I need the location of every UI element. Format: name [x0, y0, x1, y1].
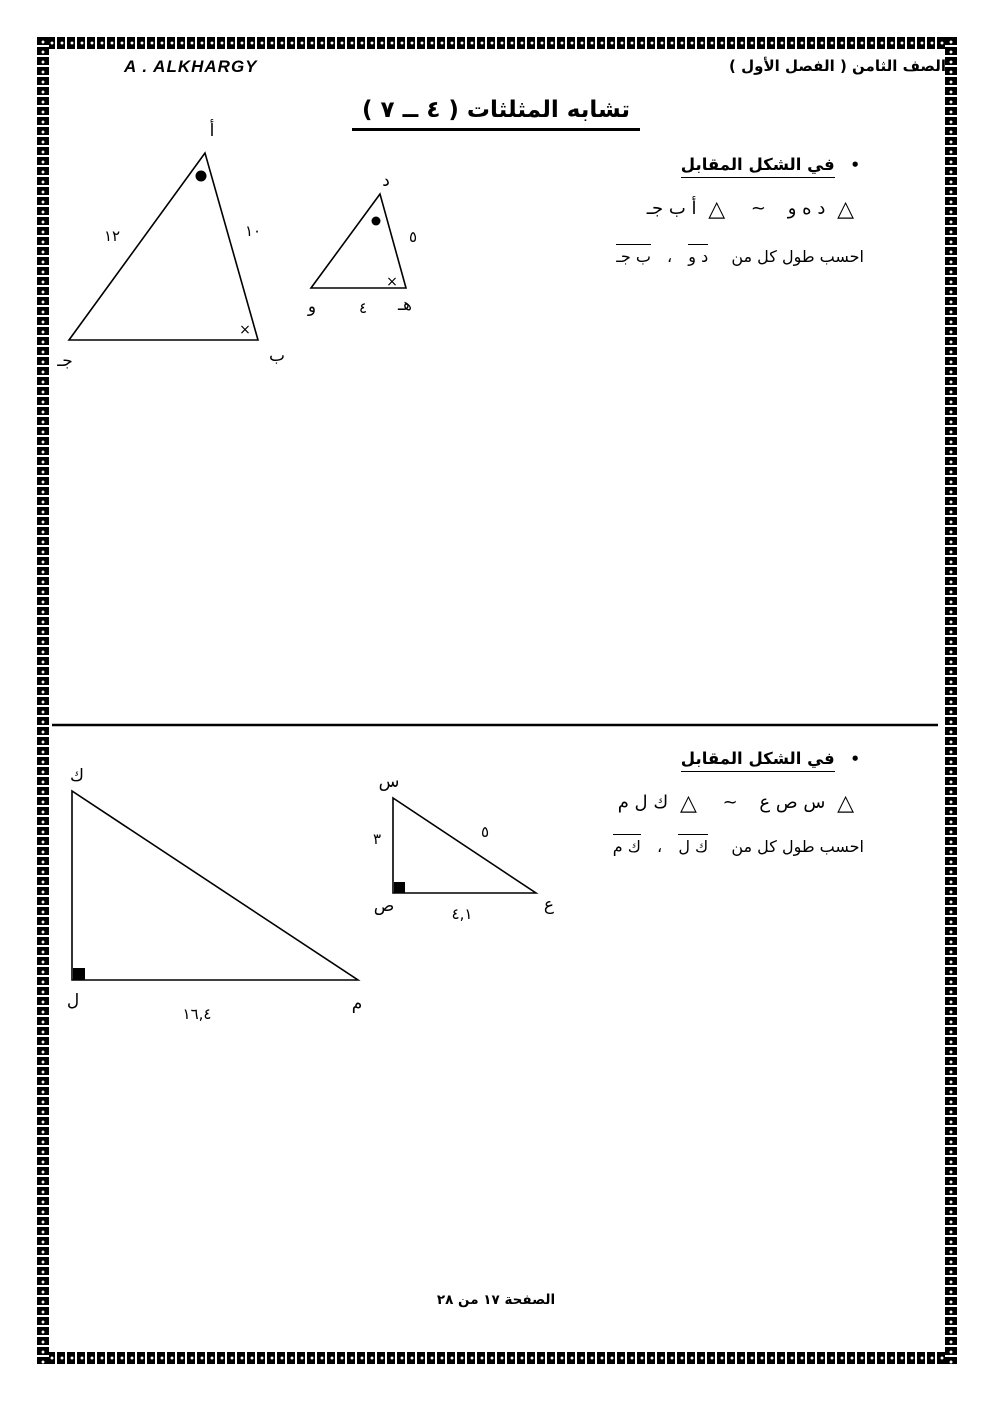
- border-pattern-top: [37, 37, 957, 49]
- section2-task: [607, 834, 864, 857]
- bullet-icon: •: [850, 750, 860, 768]
- section2-heading-text: في الشكل المقابل: [681, 749, 835, 772]
- segment-k-l: ك ل: [678, 834, 708, 857]
- base-length-16-4: ١٦,٤: [182, 1005, 212, 1023]
- side-length-12: ١٢: [103, 227, 121, 245]
- triangle-symbol-icon: △: [708, 197, 726, 222]
- vertex-label-l: ل: [66, 991, 80, 1011]
- base-length-4-1: ٤,١: [451, 905, 473, 923]
- vertex-label-d: د: [382, 171, 390, 191]
- triangle-a-b-j: [69, 153, 258, 340]
- similarity-first-triangle: د ه و: [787, 198, 826, 219]
- similar-to-symbol: ~: [722, 792, 738, 813]
- separator: ،: [657, 837, 663, 856]
- similarity-first-triangle: س ص ع: [759, 792, 826, 813]
- vertex-label-b: ب: [268, 346, 286, 366]
- border-pattern-bottom: [37, 1352, 957, 1364]
- angle-mark-x-icon: ×: [239, 322, 251, 338]
- vertex-label-j: جـ: [57, 351, 73, 371]
- vertex-label-ayn: ع: [543, 895, 555, 915]
- angle-mark-dot: [372, 217, 381, 226]
- segment-k-m: ك م: [613, 834, 641, 857]
- vertex-label-k: ك: [69, 766, 85, 786]
- page-title-text: تشابه المثلثات ( ٤ ــ ٧ ): [352, 97, 640, 131]
- page-title: [0, 97, 992, 131]
- section2-heading: [681, 749, 860, 768]
- header-course: الصف الثامن ( الفصل الأول ): [729, 57, 946, 75]
- task-prefix: احسب طول كل من: [731, 837, 864, 856]
- bullet-icon: •: [850, 156, 860, 174]
- right-angle-mark: [73, 968, 85, 980]
- section1-heading-text: في الشكل المقابل: [681, 155, 835, 178]
- similarity-second-triangle: أ ب جـ: [646, 198, 697, 219]
- right-angle-mark: [394, 882, 405, 893]
- similarity-second-triangle: ك ل م: [617, 792, 669, 813]
- side-length-10: ١٠: [244, 222, 262, 240]
- border-pattern-right: [945, 37, 957, 1364]
- vertex-label-w: و: [307, 297, 317, 317]
- triangle-symbol-icon: △: [679, 791, 697, 816]
- section1-similarity: [647, 197, 854, 222]
- segment-d-w: د و: [688, 244, 708, 267]
- triangle-symbol-icon: △: [837, 791, 854, 816]
- similar-to-symbol: ~: [750, 198, 767, 219]
- vertex-label-m: م: [351, 994, 363, 1014]
- side-length-5: ٥: [408, 228, 418, 246]
- triangle-k-l-m: [72, 791, 358, 980]
- vertex-label-a: أ: [209, 121, 215, 141]
- base-length-4: ٤: [358, 299, 368, 317]
- vertex-label-sd: ص: [373, 896, 395, 916]
- angle-mark-x-icon: ×: [386, 274, 398, 290]
- segment-b-j: ب جـ: [616, 244, 651, 267]
- section1-task: [610, 244, 864, 267]
- task-prefix: احسب طول كل من: [731, 247, 864, 266]
- section2-similarity: [618, 791, 854, 816]
- section1-heading: [681, 155, 860, 174]
- header-author: A . ALKHARGY: [124, 57, 258, 76]
- triangle-s-sd-ayn: [393, 798, 536, 893]
- angle-mark-dot: [196, 171, 207, 182]
- vertex-label-h: هـ: [398, 295, 412, 315]
- vertex-label-s: س: [378, 772, 400, 792]
- separator: ،: [667, 247, 673, 266]
- triangle-symbol-icon: △: [837, 197, 854, 222]
- border-pattern-left: [37, 37, 49, 1364]
- page-number: الصفحة ١٧ من ٢٨: [436, 1292, 556, 1308]
- hypotenuse-length-5: ٥: [480, 823, 490, 841]
- side-length-3: ٣: [372, 830, 382, 848]
